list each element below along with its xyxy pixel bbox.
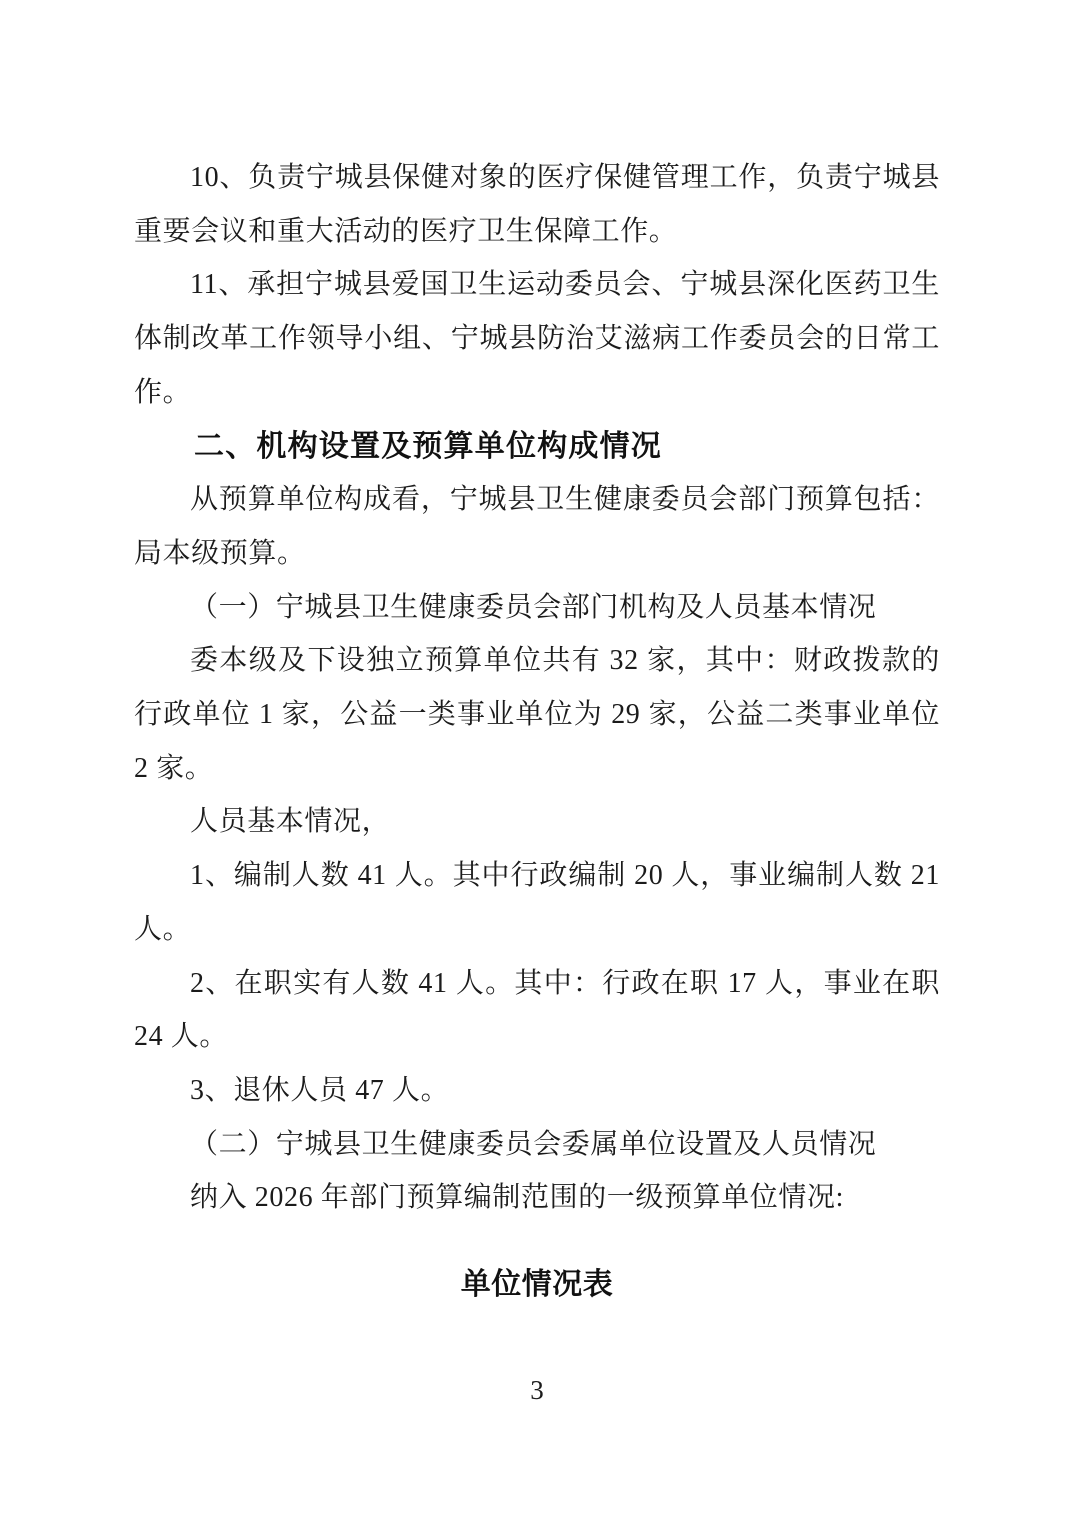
body-text-line: 1、编制人数 41 人。其中行政编制 20 人，事业编制人数 21	[190, 860, 940, 892]
body-text-line: 人。	[134, 913, 192, 945]
body-text-line: 重要会议和重大活动的医疗卫生保障工作。	[134, 215, 678, 247]
body-text-line: 行政单位 1 家，公益一类事业单位为 29 家，公益二类事业单位	[134, 699, 940, 731]
paragraph	[134, 473, 940, 580]
body-text-line: 24 人。	[134, 1021, 229, 1053]
body-text-line: 2 家。	[134, 752, 214, 784]
page-number: 3	[530, 1375, 544, 1405]
table-title: 单位情况表	[460, 1268, 614, 1302]
document-body	[134, 151, 940, 1312]
paragraph	[134, 957, 940, 1064]
body-text-line: 人员基本情况，	[190, 806, 391, 838]
body-text-line: 2、在职实有人数 41 人。其中：行政在职 17 人，事业在职	[190, 967, 940, 999]
sub-heading-text: （一）宁城县卫生健康委员会部门机构及人员基本情况	[190, 591, 877, 623]
body-text-line: 从预算单位构成看，宁城县卫生健康委员会部门预算包括：	[190, 484, 940, 516]
paragraph	[134, 1064, 940, 1118]
body-text-line: 体制改革工作领导小组、宁城县防治艾滋病工作委员会的日常工	[134, 323, 940, 355]
section-heading-text: 二、机构设置及预算单位构成情况	[194, 428, 662, 464]
body-text-line: 纳入 2026 年部门预算编制范围的一级预算单位情况:	[190, 1182, 844, 1214]
sub-heading-text: （二）宁城县卫生健康委员会委属单位设置及人员情况	[190, 1128, 877, 1160]
sub-heading	[134, 581, 940, 635]
body-text-line: 局本级预算。	[134, 537, 306, 569]
body-text-line: 委本级及下设独立预算单位共有 32 家，其中：财政拨款的	[190, 645, 940, 677]
body-text-line: 10、负责宁城县保健对象的医疗保健管理工作，负责宁城县	[190, 162, 940, 193]
paragraph	[134, 151, 940, 258]
paragraph	[134, 258, 940, 419]
body-text-line: 作。	[134, 376, 192, 408]
paragraph	[134, 634, 940, 795]
sub-heading	[134, 1118, 940, 1172]
body-text-line: 11、承担宁城县爱国卫生运动委员会、宁城县深化医药卫生	[190, 269, 940, 301]
section-heading	[134, 420, 940, 474]
paragraph	[134, 1171, 940, 1225]
body-text-line: 3、退休人员 47 人。	[190, 1074, 450, 1106]
paragraph	[134, 849, 940, 956]
paragraph	[134, 795, 940, 849]
